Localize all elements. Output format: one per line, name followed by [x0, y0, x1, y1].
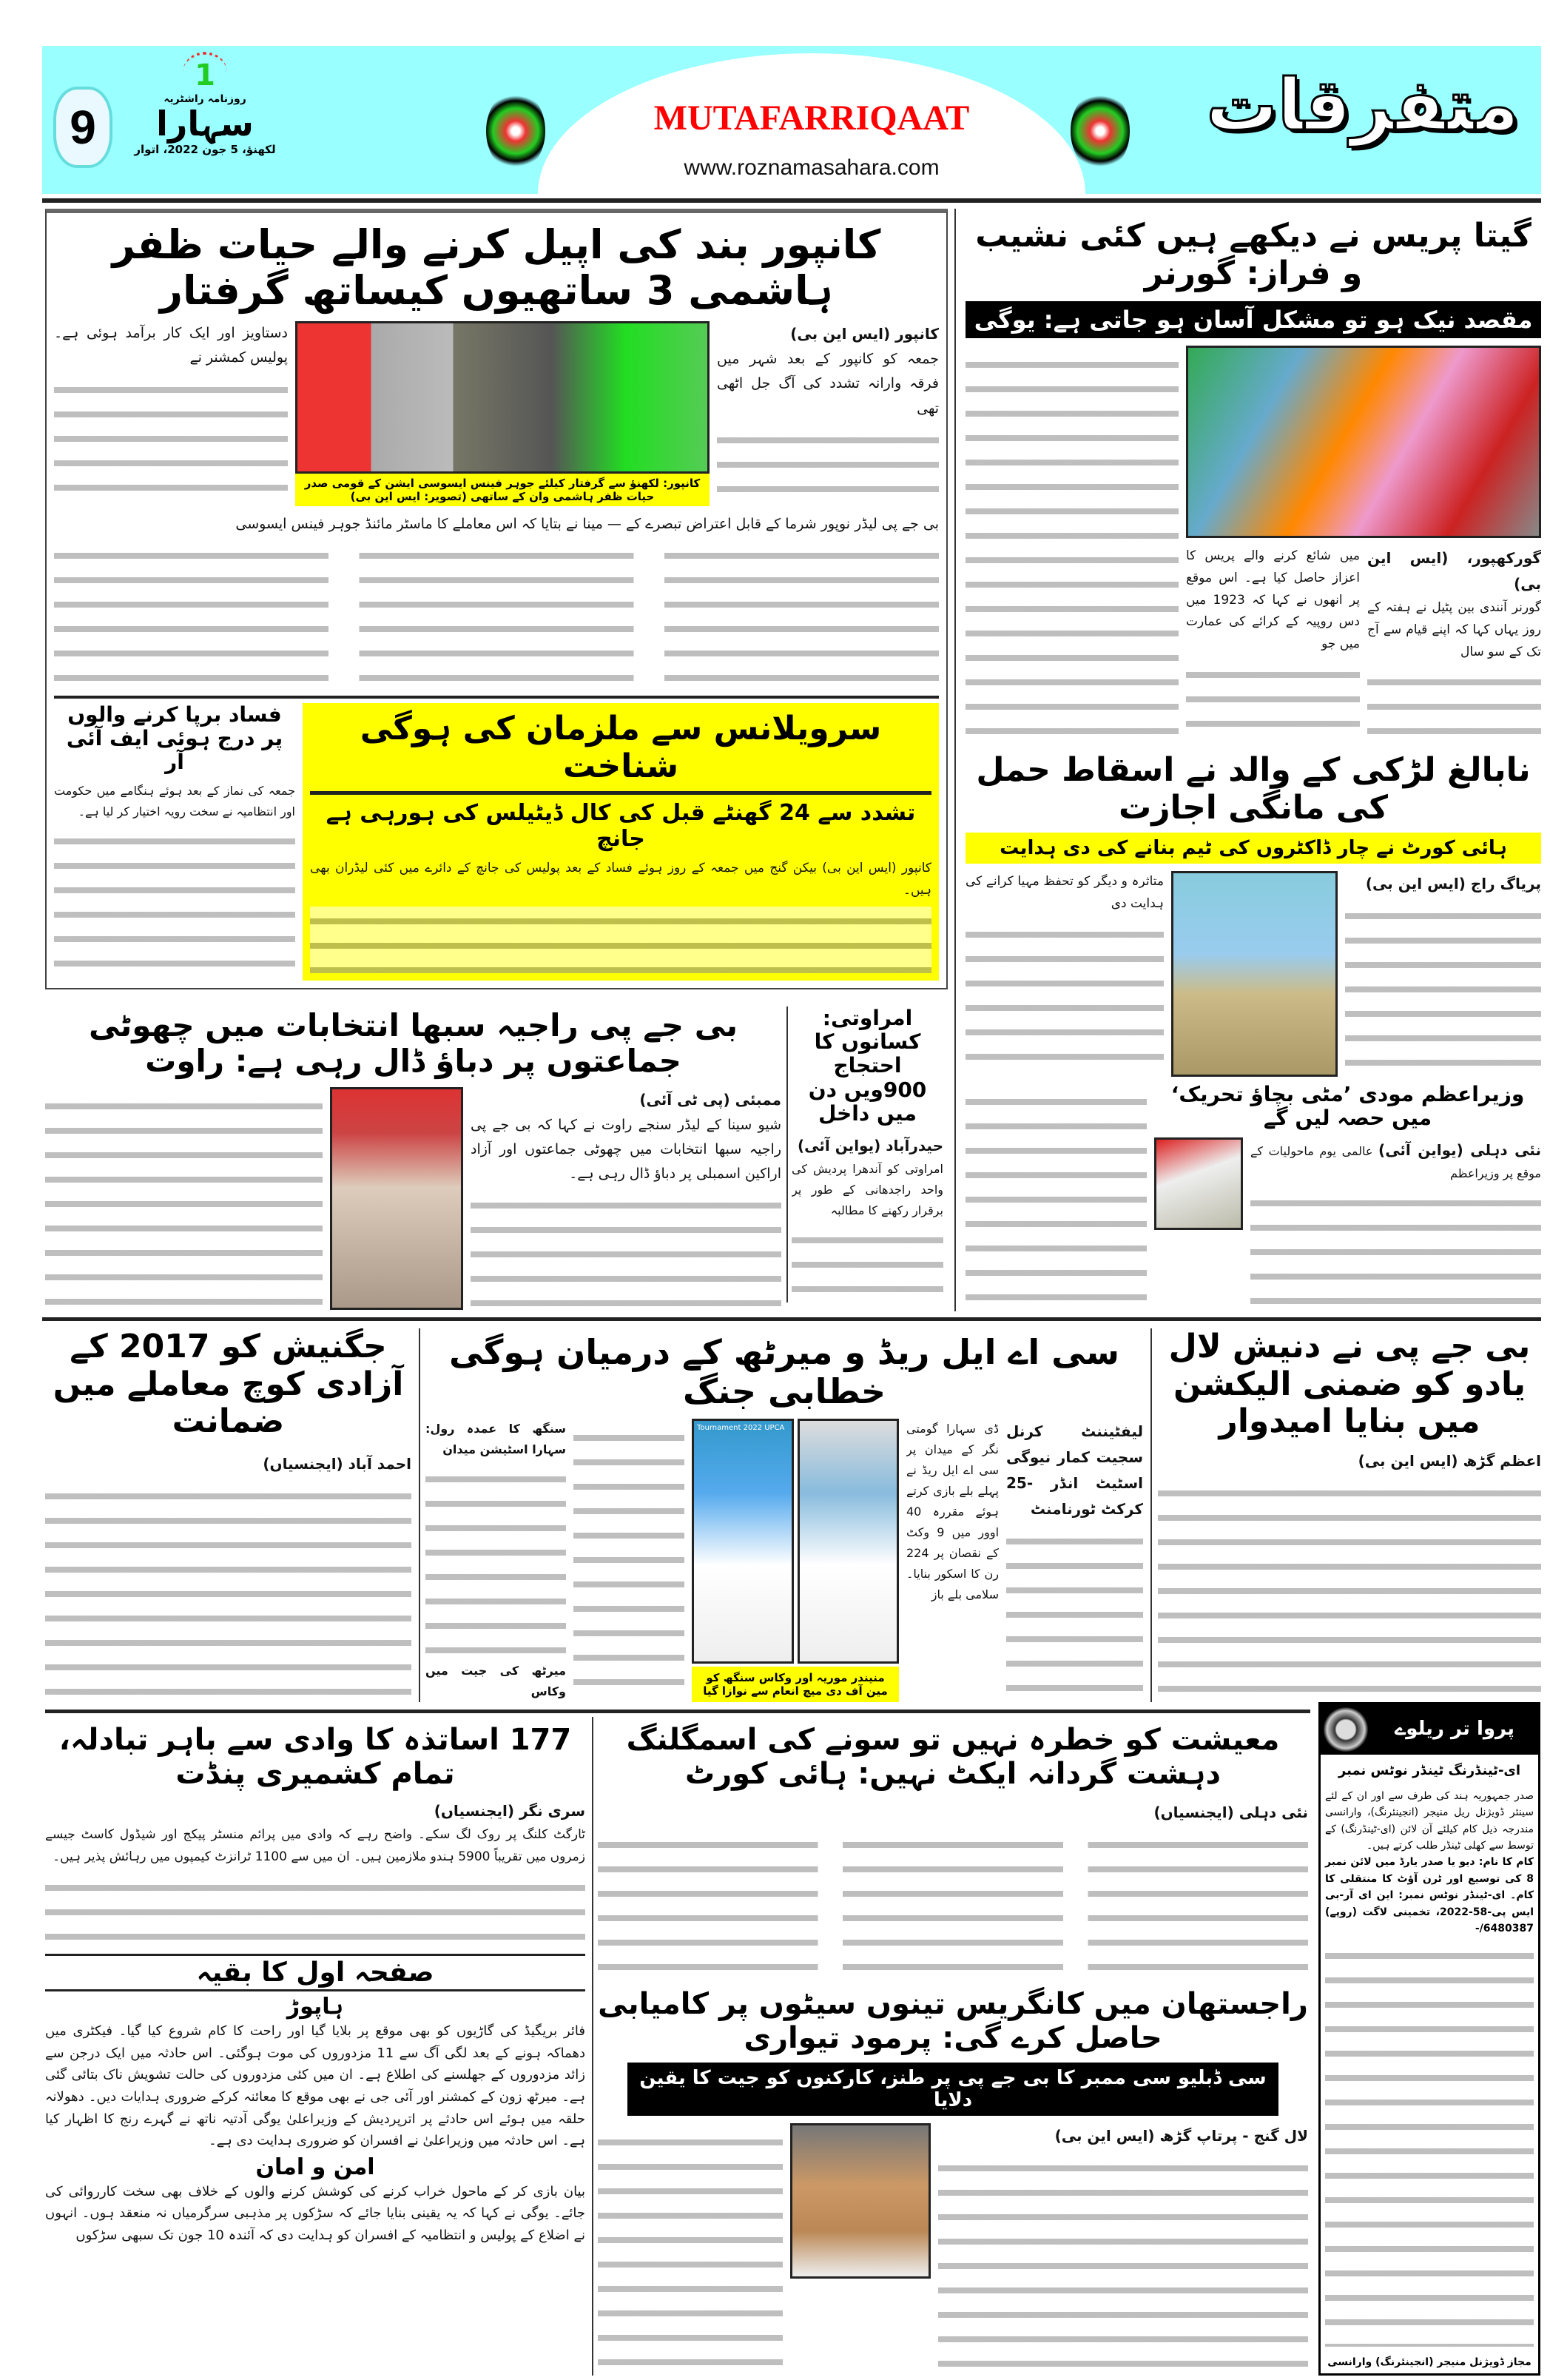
text-filler — [792, 1226, 943, 1310]
text-filler — [425, 1465, 566, 1661]
section-rule — [45, 1710, 1310, 1713]
sanjay-raut-photo — [330, 1087, 463, 1310]
text-filler — [1250, 1189, 1541, 1308]
hapur-title: ہاپوڑ — [286, 1994, 344, 2020]
story-body — [45, 1451, 411, 1702]
headline: وزیراعظم مودی ’مٹی بچاؤ تحریک‘ میں حصہ لیں گے — [1170, 1083, 1525, 1131]
front-page-continuation — [45, 1954, 585, 2376]
headline: نابالغ لڑکی کے والد نے اسقاط حمل کی مانگی اجازت — [976, 751, 1531, 827]
story-body-right — [1367, 545, 1541, 742]
section-rule — [42, 1317, 1541, 1321]
text-filler — [966, 1087, 1147, 1308]
text-filler — [54, 827, 295, 981]
dateline: اعظم گڑھ (ایس این بی) — [1358, 1451, 1541, 1470]
dateline: احمد آباد (ایجنسیاں) — [263, 1454, 411, 1473]
story-text: گورنر آنندی بین پٹیل نے ہفتہ کے روز یہاں کہا کہ اپنے قیام سے آج تک کے سو سال — [1367, 600, 1541, 659]
text-filler — [471, 1191, 781, 1310]
subheadline: میرٹھ کی جیت میں وکاس — [425, 1664, 566, 1698]
story-text: ڈی سہارا گومتی نگر کے میدان پر سی اے ایل ریڈ نے پہلے بلے بازی کرتے ہوئے مقررہ 40 اوور میں 9 وکٹ کے نقصان پر 224 رن کا اسکور بنایا۔ سلامی بلے باز — [906, 1421, 999, 1601]
text-filler — [54, 375, 288, 507]
story-text: دستاویز اور ایک کار برآمد ہوئی ہے۔ پولیس کمشنر نے — [54, 325, 288, 366]
text-filler — [938, 2154, 1308, 2376]
page-number: 9 — [70, 101, 96, 154]
text-filler — [573, 1423, 684, 1702]
starburst-icon — [1071, 90, 1130, 172]
hapur-body: فائر بریگیڈ کی گاڑیوں کو بھی موقع پر بلایا گیا اور راحت کا کام شروع کیا گیا۔ فیکٹری میں دھماکہ ہونے کے بعد لگی آگ سے 11 مزدوروں کی موت ہوگئی۔ اس حادثہ میں ایک درجن سے زائد مزدوروں کے جھلسنے کی اطلاع ہے۔ ان میں کئی مزدوروں کی حالت تشویش ناک بتائی گئی ہے۔ میرٹھ زون کے کمشنر اور آئی جی نے بھی موقع کا معائنہ کرکے ضروری ہدایات دیں۔ دھولانہ حلقہ میں ہوئے اس حادثے پر اترپردیش کے وزیراعلیٰ یوگی آدتیہ ناتھ نے گہرے رنج کا اظہار کیا ہے۔ اس حادثہ میں وزیراعلیٰ نے افسران کو ضروری ہدایت دی ہے۔ — [45, 2023, 585, 2149]
text-filler — [45, 1092, 323, 1310]
section-title-urdu: متفرقات — [1206, 64, 1519, 147]
story-text: ٹارگٹ کلنگ پر روک لگ سکے۔ واضح رہے کہ وادی میں پرائم منسٹر پیکج اور شیڈول کاسٹ جیسے زمروں میں تقریباً 5900 ہندو ملازمین ہیں۔ ان میں سے 1100 ٹرانزٹ کیمپوں میں رہائش پذیر ہیں۔ — [45, 1827, 585, 1864]
dateline: لال گنج - پرتاپ گڑھ (ایس این بی) — [1054, 2127, 1308, 2145]
page-number-badge — [53, 87, 112, 168]
column-divider — [786, 1006, 788, 1302]
kashmiri-teachers-story — [45, 1717, 585, 1946]
text-filler — [1006, 1527, 1143, 1702]
subheadline: تشدد سے 24 گھنٹے قبل کی کال ڈیٹیلس کی ہورہی ہے جانچ — [326, 800, 916, 852]
ad-org-name: پروا تر ریلوے — [1395, 1718, 1514, 1741]
aman-title: امن و امان — [255, 2154, 375, 2181]
story-body-left — [54, 321, 288, 506]
gita-press-story — [966, 209, 1541, 742]
headline: کانپور بند کی اپیل کرنے والے حیات ظفر ہاشمی 3 ساتھیوں کیساتھ گرفتار — [112, 221, 881, 315]
story-body-middle — [1186, 545, 1360, 742]
fasad-story — [54, 703, 295, 981]
header-rule — [42, 198, 1541, 203]
high-court-photo — [1171, 871, 1338, 1077]
masthead-logo — [124, 52, 286, 189]
subheadline-strip: سی ڈبلیو سی ممبر کا بی جے پی پر طنز، کارکنوں کو جیت کا یقین دلایا — [627, 2063, 1278, 2116]
column-divider — [954, 209, 956, 1311]
text-filler — [1345, 901, 1541, 1077]
dateline: ممبئی (پی ٹی آئی) — [639, 1090, 781, 1109]
story-text: متاثرہ و دیگر کو تحفظ مہیا کرانے کی ہدایت دی — [966, 874, 1164, 911]
story-body-right — [1345, 871, 1541, 1077]
text-filler — [1186, 660, 1360, 742]
headline: 177 اساتذہ کا وادی سے باہر تبادلہ، تمام کشمیری پنڈت — [58, 1723, 572, 1791]
issue-date: لکھنؤ، 5 جون 2022، اتوار — [134, 142, 276, 156]
text-filler — [54, 541, 939, 691]
dateline: پریاگ راج (ایس این بی) — [1365, 875, 1541, 893]
text-filler — [310, 907, 931, 973]
text-filler — [1325, 1941, 1534, 2346]
player-photo-left — [692, 1419, 794, 1664]
starburst-icon — [486, 90, 545, 172]
story-text: جمعہ کو کانپور کے بعد شہر میں فرقہ وارانہ تشدد کی آگ جل اٹھی تھی — [717, 351, 939, 417]
headline: معیشت کو خطرہ نہیں تو سونے کی اسمگلنگ دہشت گردانہ ایکٹ نہیں: ہائی کورٹ — [626, 1723, 1280, 1791]
story-text: کانپور (ایس این بی) بیکن گنج میں جمعہ کے روز ہوئے فساد کے بعد پولیس کی جانچ کے دائرے میں کئی لیڈران بھی ہیں۔ — [310, 861, 931, 898]
story-text: شیو سینا کے لیڈر سنجے راوت نے کہا کہ بی جے پی راجیہ سبھا انتخابات میں چھوٹی جماعتوں اور آزاد اراکین اسمبلی پر دباؤ ڈال رہی ہے۔ — [471, 1116, 781, 1183]
cricket-story — [425, 1328, 1143, 1702]
masthead-band — [42, 46, 1541, 194]
ad-body: صدر جمہوریہ ہند کی طرف سے اور ان کے لئے سینئر ڈویژنل ریل منیجر (انجینئرنگ)، وارانسی مندرجہ ذیل کام کیلئے آن لائن (ای-ٹینڈرنگ) کے توسط سے کھلی ٹینڈر طلب کرتے ہیں۔ — [1325, 1789, 1534, 1852]
dateline: حیدرآباد (یواین آئی) — [797, 1136, 943, 1154]
dateline: کانپور (ایس این بی) — [790, 325, 939, 343]
story-body-left — [598, 2123, 783, 2376]
story-text: میں شائع کرنے والے پریس کا اعزاز حاصل کیا ہے۔ اس موقع پر انھوں نے کہا کہ 1923 میں دس روپیہ کے کرائے کی عمارت میں جو — [1186, 548, 1360, 652]
story-text: بی جے پی لیڈر نوپور شرما کے قابل اعتراض تبصرے کے — مینا نے بتایا کہ اس معاملے کا ماسٹر مائنڈ جوہر فینس ایسوسی — [235, 516, 939, 533]
masthead-small-text: روزنامہ راشٹریہ — [164, 93, 246, 105]
headline: راجستھان میں کانگریس تینوں سیٹوں پر کامیابی حاصل کرے گی: پرمود تیواری — [598, 1987, 1308, 2055]
website-link[interactable]: www.roznamasahara.com — [684, 155, 940, 180]
story-body — [1250, 1137, 1541, 1308]
text-filler — [966, 350, 1179, 742]
dinesh-lal-story — [1158, 1328, 1541, 1702]
story-body — [54, 781, 295, 981]
photo-caption: منیندر موریہ اور وکاس سنگھ کو مین آف دی میچ انعام سے نوازا گیا — [692, 1667, 899, 1702]
column-divider — [1150, 1328, 1152, 1702]
story-body — [906, 1419, 999, 1702]
gold-smuggling-story — [598, 1717, 1308, 1980]
dateline: سری نگر (ایجنسیاں) — [434, 1802, 585, 1820]
story-body-left — [966, 871, 1164, 1077]
story-body-col — [425, 1419, 566, 1702]
headline: امراوتی: کسانوں کا احتجاج 900ویں دن میں داخل — [808, 1006, 927, 1126]
text-filler — [1367, 668, 1541, 742]
story-body-right — [938, 2123, 1308, 2376]
dateline: نئی دہلی (یواین آئی) — [1378, 1141, 1541, 1160]
column-divider — [592, 1717, 593, 2376]
section-title-english: MUTAFARRIQAAT — [653, 98, 970, 138]
surveillance-story — [303, 703, 939, 981]
modi-photo — [1154, 1137, 1243, 1230]
text-filler — [717, 426, 939, 506]
jagnesh-story — [45, 1328, 411, 1702]
text-filler — [598, 2128, 783, 2376]
story-text: عالمی یوم ماحولیات کے موقع پر وزیراعظم — [1250, 1144, 1541, 1181]
subheadline: لیفٹیننٹ کرنل سجیت کمار نیوگی اسٹیٹ انڈر -25 کرکٹ ٹورنامنٹ — [1006, 1422, 1143, 1518]
text-filler — [1158, 1479, 1541, 1702]
story-body-col — [573, 1419, 684, 1702]
story-text: جمعہ کی نماز کے بعد ہوئے ہنگامے میں حکومت اور انتظامیہ نے سخت رویہ اختیار کر لیا ہے۔ — [54, 783, 295, 818]
headline: سی اے ایل ریڈ و میرٹھ کے درمیان ہوگی خطابی جنگ — [449, 1332, 1119, 1411]
text-filler — [45, 1482, 411, 1702]
amravati-story — [792, 1006, 943, 1310]
ad-work: کام کا نام: دیو یا صدر یارڈ میں لائن نمبر 8 کی توسیع اور ٹرن آؤٹ کا منتقلی کا کام۔ ای-ٹینڈر نوٹس نمبر: این ای آر-بی ایس پی-58-2022، تخمینی لاگت (روپے) 6480387/- — [1325, 1856, 1534, 1934]
headline: بی جے پی نے دنیش لال یادو کو ضمنی الیکشن میں بنایا امیدوار — [1168, 1328, 1531, 1441]
tournament-subhead — [1006, 1419, 1143, 1702]
photo-caption: کانپور: لکھنؤ سے گرفتار کیلئے جوہر فینس ایسوسی ایشن کے قومی صدر حیات ظفر ہاشمی وان کے ساتھی (تصویر: ایس این بی) — [295, 474, 710, 506]
nabalig-story — [966, 747, 1541, 1077]
headline: سرویلانس سے ملزمان کی ہوگی شناخت — [360, 710, 882, 785]
story-body — [310, 858, 931, 973]
story-text: امراوتی کو آندھرا پردیش کی واحد راجدھانی کے طور پر برقرار رکھنے کا مطالبہ — [792, 1161, 943, 1217]
rajasthan-story — [598, 1987, 1308, 2376]
text-filler — [966, 920, 1164, 1077]
anniversary-emblem: 1 — [183, 52, 227, 93]
headline: فساد برپا کرنے والوں پر درج ہوئی ایف آئی آر — [66, 703, 283, 775]
subheadline-strip: مقصد نیک ہو تو مشکل آسان ہو جاتی ہے: یوگی — [966, 301, 1541, 338]
kanpur-story — [45, 209, 948, 989]
railway-emblem-icon — [1324, 1707, 1368, 1752]
nabalig-continued — [966, 1083, 1147, 1308]
aman-body: بیان بازی کر کے ماحول خراب کرنے کی کوشش کرنے والوں کے خلاف بھی سخت کارروائی کی جائے۔ یوگی نے کہا کہ یہ یقینی بنایا جائے کہ سڑکوں پر مذہبی سرگرمیاں نہ منعقد ہوں۔ انہوں نے اضلاع کے پولیس و انتظامیہ کے افسران کو ہدایت دی کہ آئندہ 10 جون تک سبھی سڑکوں — [45, 2183, 585, 2243]
railway-tender-ad — [1318, 1702, 1540, 2376]
rajyasabha-story — [45, 999, 781, 1310]
player-photo-right — [798, 1419, 900, 1664]
text-filler — [598, 1830, 1308, 1980]
gita-press-photo — [1186, 346, 1541, 538]
subheadline: سنگھ کا عمدہ رول: سہارا اسٹیشن میدان — [425, 1421, 566, 1456]
ad-footer: مجاز ڈویژنل منیجر (انجینئرنگ) وارانسی — [1327, 2356, 1532, 2368]
story-body — [598, 1800, 1308, 1980]
story-body — [45, 1798, 585, 1946]
masthead-name: سہارا — [156, 104, 254, 144]
headline: گیتا پریس نے دیکھے ہیں کئی نشیب و فراز: گورنر — [975, 217, 1532, 292]
arrest-photo — [295, 321, 710, 474]
text-filler — [45, 1873, 585, 1947]
story-body — [1158, 1448, 1541, 1702]
story-body-left — [966, 346, 1179, 742]
ad-title: ای-ٹینڈرنگ ٹینڈر نوٹس نمبر — [1338, 1763, 1521, 1778]
divider — [54, 696, 939, 699]
pramod-tiwari-photo — [790, 2123, 931, 2279]
story-body-lower — [54, 512, 939, 691]
photo-banner-text: Tournament 2022 UPCA — [697, 1423, 785, 1432]
modi-story — [1154, 1083, 1541, 1308]
story-body-right — [471, 1087, 781, 1310]
continuation-title: صفحہ اول کا بقیہ — [45, 1954, 585, 1991]
column-divider — [419, 1328, 420, 1702]
headline: جگنیش کو 2017 کے آزادی کوچ معاملے میں ضمانت — [53, 1328, 404, 1441]
story-body — [792, 1133, 943, 1310]
dateline: نئی دہلی (ایجنسیاں) — [1153, 1804, 1308, 1821]
story-body-right — [717, 321, 939, 506]
story-body-left — [45, 1087, 323, 1310]
divider — [310, 791, 931, 795]
subheadline-strip: ہائی کورٹ نے چار ڈاکٹروں کی ٹیم بنانے کی دی ہدایت — [966, 833, 1541, 864]
headline: بی جے پی راجیہ سبھا انتخابات میں چھوٹی جماعتوں پر دباؤ ڈال رہی ہے: راوت — [89, 1007, 738, 1080]
dateline: گورکھپور، (ایس این بی) — [1367, 549, 1541, 594]
